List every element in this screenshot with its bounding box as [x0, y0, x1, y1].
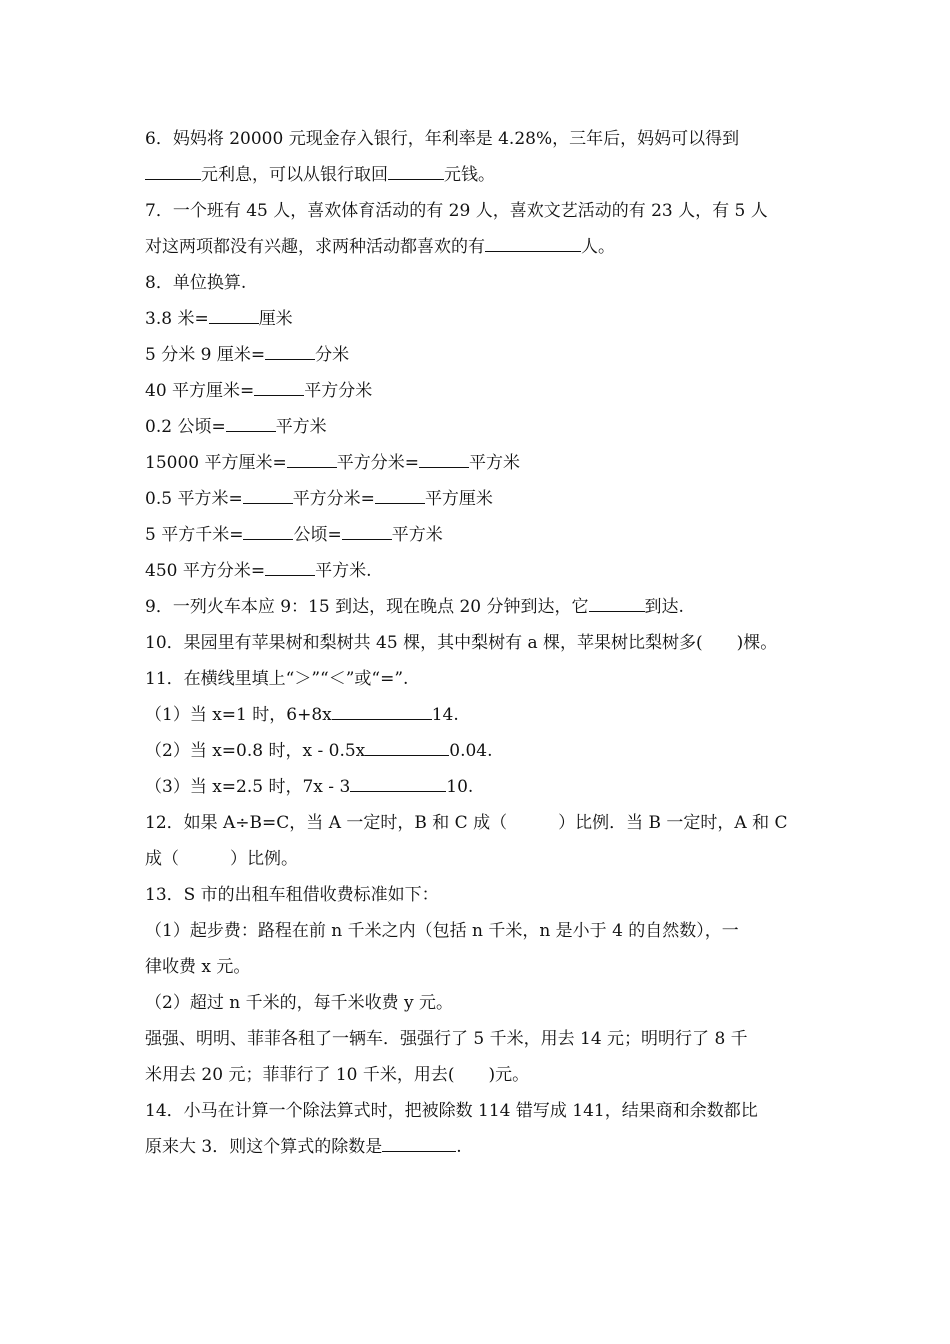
part-text: （1）当 x=1 时，6+8x	[145, 705, 332, 725]
question-12-text: 12．如果 A÷B=C，当 A 一定时，B 和 C 成（ ）比例．当 B 一定时，A 和 C	[145, 813, 788, 833]
conversion-text: 0.5 平方米=	[145, 489, 243, 509]
question-13-text: 强强、明明、菲菲各租了一辆车．强强行了 5 千米，用去 14 元；明明行了 8 千	[145, 1029, 748, 1049]
question-6-line-1	[145, 127, 739, 151]
answer-blank[interactable]	[350, 775, 446, 792]
conversion-text: 0.2 公顷=	[145, 417, 226, 437]
question-11-title	[145, 667, 408, 691]
question-13-text: 律收费 x 元。	[145, 957, 251, 977]
conversion-text: 3.8 米=	[145, 309, 209, 329]
answer-blank[interactable]	[589, 595, 645, 612]
answer-blank[interactable]	[145, 163, 201, 180]
conversion-text: 450 平方分米=	[145, 561, 266, 581]
conversion-row	[145, 523, 443, 547]
question-7-text: 7．一个班有 45 人，喜欢体育活动的有 29 人，喜欢文艺活动的有 23 人，有 5 人	[145, 201, 768, 221]
conversion-row	[145, 559, 372, 583]
question-13-text: 13．S 市的出租车租借收费标准如下：	[145, 885, 439, 905]
conversion-unit: 平方米	[275, 417, 327, 437]
question-11-part-3	[145, 775, 473, 799]
question-14-text-3: .	[456, 1137, 462, 1157]
answer-blank[interactable]	[485, 235, 581, 252]
question-6-text-2: 元利息，可以从银行取回	[201, 165, 388, 185]
part-text-2: 14.	[431, 705, 459, 725]
question-13-text: （2）超过 n 千米的，每千米收费 y 元。	[145, 993, 453, 1013]
conversion-row	[145, 307, 293, 331]
question-10-text: 10．果园里有苹果树和梨树共 45 棵，其中梨树有 a 棵，苹果树比梨树多( )棵。	[145, 633, 778, 653]
answer-blank[interactable]	[209, 307, 259, 324]
question-14-line-1	[145, 1099, 758, 1123]
part-text-2: 10.	[446, 777, 474, 797]
conversion-text: 40 平方厘米=	[145, 381, 255, 401]
question-6-line-2	[145, 163, 495, 187]
question-13-line-1	[145, 919, 739, 943]
answer-blank[interactable]	[243, 523, 293, 540]
conversion-unit: 厘米	[258, 309, 293, 329]
question-6-text-3: 元钱。	[444, 165, 495, 185]
conversion-row	[145, 415, 327, 439]
conversion-unit: 平方厘米	[424, 489, 493, 509]
question-11-part-2	[145, 739, 493, 763]
question-13-text: （1）起步费：路程在前 n 千米之内（包括 n 千米，n 是小于 4 的自然数），一	[145, 921, 739, 941]
conversion-row	[145, 487, 493, 511]
conversion-unit: 平方分米=	[336, 453, 419, 473]
question-7-line-2	[145, 235, 615, 259]
conversion-text: 5 平方千米=	[145, 525, 244, 545]
question-13-title	[145, 883, 439, 907]
answer-blank[interactable]	[419, 451, 469, 468]
question-13-line-2	[145, 955, 250, 979]
question-7-text-3: 人。	[581, 237, 615, 257]
answer-blank[interactable]	[287, 451, 337, 468]
question-8-title	[145, 271, 246, 295]
question-12-text-2: 成（ ）比例。	[145, 849, 298, 869]
answer-blank[interactable]	[365, 739, 449, 756]
conversion-row	[145, 451, 520, 475]
conversion-unit: 平方分米	[304, 381, 373, 401]
conversion-row	[145, 343, 349, 367]
question-6-text: 6．妈妈将 20000 元现金存入银行，年利率是 4.28%，三年后，妈妈可以得到	[145, 129, 740, 149]
part-text: （3）当 x=2.5 时，7x - 3	[145, 777, 351, 797]
question-12-line-2	[145, 847, 298, 871]
question-14-text: 14．小马在计算一个除法算式时，把被除数 114 错写成 141，结果商和余数都比	[145, 1101, 758, 1121]
question-14-text-2: 原来大 3．则这个算式的除数是	[145, 1137, 383, 1157]
question-13-text: 米用去 20 元；菲菲行了 10 千米，用去( )元。	[145, 1065, 530, 1085]
question-13-line-4	[145, 1027, 748, 1051]
part-text: （2）当 x=0.8 时，x - 0.5x	[145, 741, 366, 761]
answer-blank[interactable]	[243, 487, 293, 504]
question-9-line	[145, 595, 684, 619]
conversion-row	[145, 379, 372, 403]
question-12-line-1	[145, 811, 788, 835]
answer-blank[interactable]	[226, 415, 276, 432]
question-14-line-2	[145, 1135, 462, 1159]
question-10-line	[145, 631, 777, 655]
conversion-unit: 公顷=	[293, 525, 342, 545]
question-9-text-2: 到达.	[644, 597, 684, 617]
question-11-part-1	[145, 703, 459, 727]
answer-blank[interactable]	[388, 163, 444, 180]
conversion-unit: 平方米	[391, 525, 443, 545]
answer-blank[interactable]	[265, 343, 315, 360]
conversion-text: 5 分米 9 厘米=	[145, 345, 266, 365]
question-7-line-1	[145, 199, 768, 223]
part-text-2: 0.04.	[449, 741, 493, 761]
conversion-unit: 分米	[315, 345, 350, 365]
question-13-line-5	[145, 1063, 529, 1087]
answer-blank[interactable]	[332, 703, 432, 720]
conversion-unit: 平方分米=	[292, 489, 375, 509]
answer-blank[interactable]	[382, 1135, 456, 1152]
answer-blank[interactable]	[254, 379, 304, 396]
conversion-text: 15000 平方厘米=	[145, 453, 287, 473]
answer-blank[interactable]	[342, 523, 392, 540]
answer-blank[interactable]	[265, 559, 315, 576]
question-9-text: 9．一列火车本应 9：15 到达，现在晚点 20 分钟到达，它	[145, 597, 589, 617]
question-11-text: 11．在横线里填上“＞”“＜”或“=”.	[145, 669, 409, 689]
answer-blank[interactable]	[375, 487, 425, 504]
question-8-text: 8．单位换算.	[145, 273, 247, 293]
conversion-unit: 平方米.	[315, 561, 372, 581]
question-13-line-3	[145, 991, 453, 1015]
conversion-unit: 平方米	[468, 453, 520, 473]
question-7-text-2: 对这两项都没有兴趣，求两种活动都喜欢的有	[145, 237, 485, 257]
